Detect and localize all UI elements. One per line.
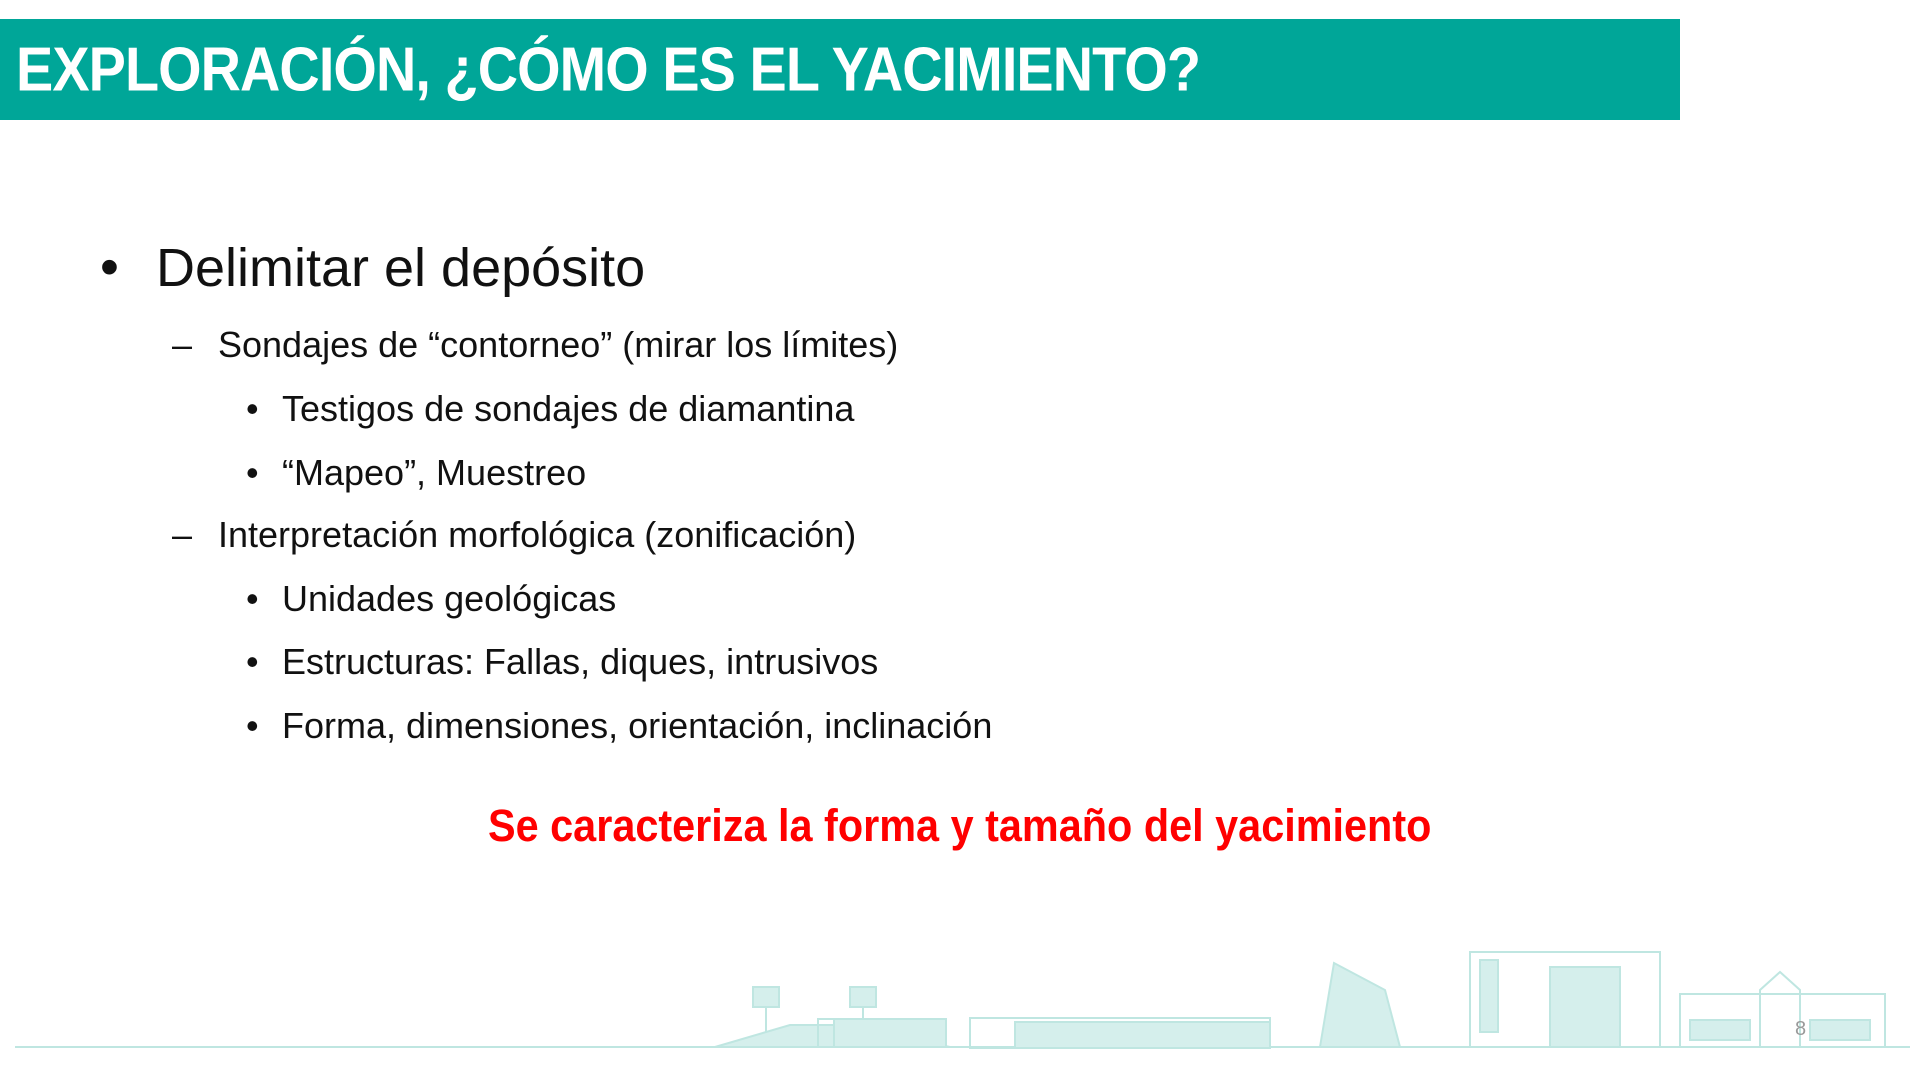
title-banner	[0, 19, 1680, 120]
sail-building-illustration	[1320, 963, 1400, 1047]
dash-marker: –	[172, 514, 193, 555]
bullet-marker: •	[100, 237, 119, 297]
bullet-item: Sondajes de “contorneo” (mirar los límites)	[218, 324, 899, 365]
bullet-marker: •	[246, 705, 259, 746]
bullet-item: Estructuras: Fallas, diques, intrusivos	[282, 641, 879, 682]
bullet-marker: •	[246, 388, 259, 429]
slide-title: EXPLORACIÓN, ¿CÓMO ES EL YACIMIENTO?	[16, 35, 1201, 104]
historic-building-illustration	[1680, 972, 1885, 1047]
bullet-item: Testigos de sondajes de diamantina	[282, 388, 855, 429]
campus-skyline-decoration	[0, 930, 1920, 1080]
bullet-item: Delimitar el depósito	[156, 238, 646, 298]
tower-building-illustration	[1470, 952, 1660, 1047]
conclusion-text	[0, 800, 1920, 852]
conclusion-label: Se caracteriza la forma y tamaño del yacimiento	[488, 800, 1432, 851]
dash-marker: –	[172, 324, 193, 365]
bullet-item: Interpretación morfológica (zonificación)	[218, 514, 857, 555]
bullet-marker: •	[246, 641, 259, 682]
bullet-marker: •	[246, 578, 259, 619]
long-building-illustration	[818, 1018, 1270, 1048]
bullet-item: Forma, dimensiones, orientación, inclinación	[282, 705, 993, 746]
bullet-item: Unidades geológicas	[282, 578, 617, 619]
bullet-item: “Mapeo”, Muestreo	[282, 452, 587, 493]
bullet-marker: •	[246, 452, 259, 493]
page-number: 8	[1795, 1018, 1807, 1040]
